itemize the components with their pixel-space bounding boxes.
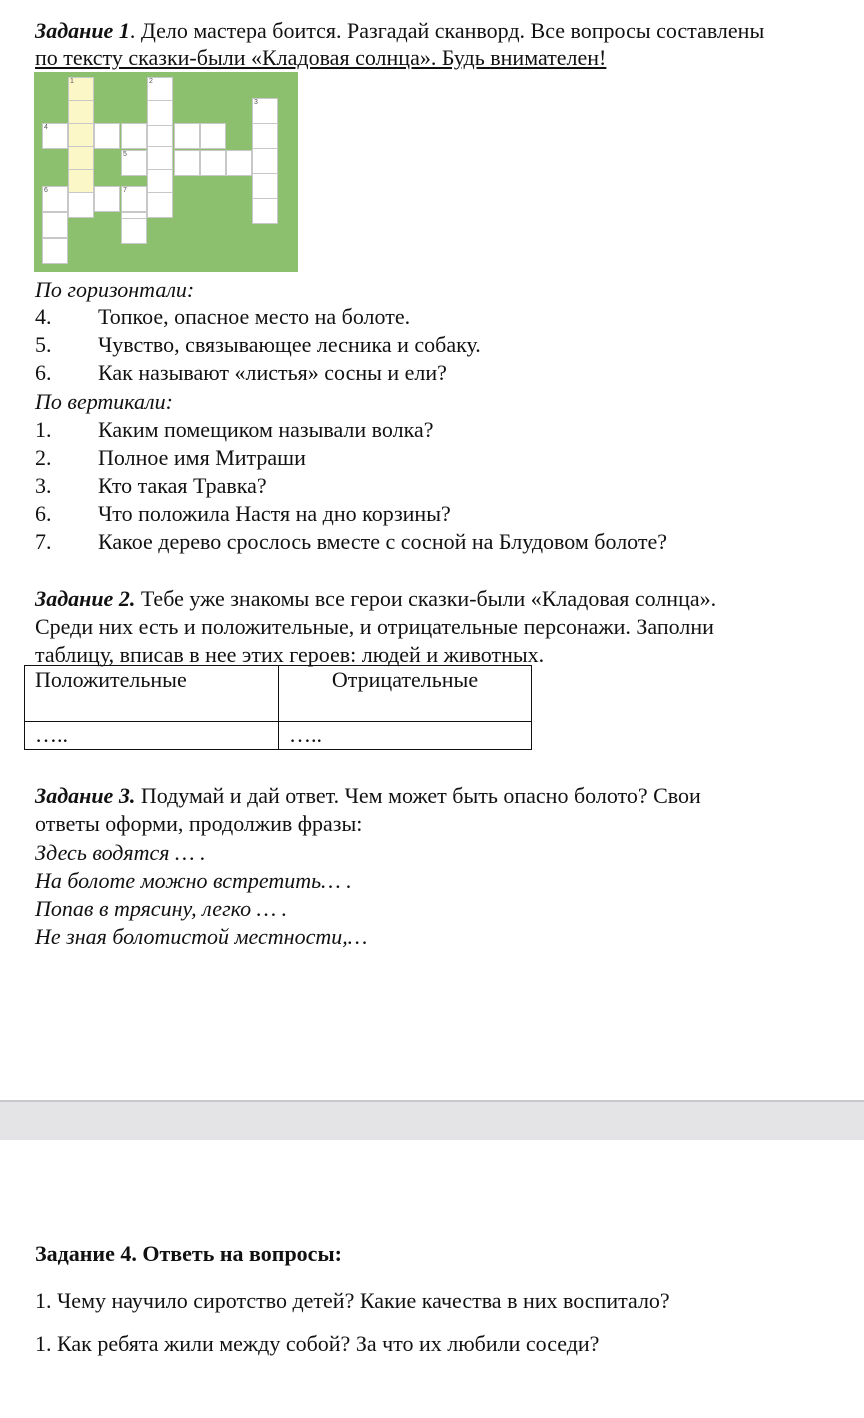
crossword-number: 5 — [123, 151, 127, 158]
heroes-table — [24, 665, 532, 750]
task1-intro-line2: по тексту сказки-были «Кладовая солнца». Будь внимателен! — [35, 45, 607, 70]
crossword-cell[interactable] — [42, 186, 68, 212]
negative-header: Отрицательные — [279, 666, 532, 722]
task2-intro-line3: таблицу, вписав в нее этих героев: людей и животных. — [35, 642, 545, 667]
task4-question: 1. Как ребята жили между собой? За что их любили соседи? — [35, 1331, 600, 1356]
table-header-row — [25, 666, 532, 722]
task1-intro-line1 — [35, 17, 764, 45]
crossword-number: 4 — [44, 124, 48, 131]
crossword-cell[interactable] — [68, 192, 94, 218]
crossword-cell[interactable] — [42, 123, 68, 149]
crossword-number: 2 — [149, 78, 153, 85]
crossword-cell[interactable] — [226, 150, 252, 176]
crossword-number: 3 — [254, 99, 258, 106]
task1-line1-text: . Дело мастера боится. Разгадай сканворд. Все вопросы составлены — [129, 18, 765, 43]
item-number: 7. — [35, 529, 52, 554]
item-text: Чувство, связывающее лесника и собаку. — [98, 332, 481, 357]
item-text: Кто такая Травка? — [98, 473, 267, 498]
item-number: 2. — [35, 445, 52, 470]
across-item — [35, 359, 447, 387]
task4-question: 1. Чему научило сиротство детей? Какие качества в них воспитало? — [35, 1288, 670, 1313]
down-item — [35, 528, 667, 556]
task2-intro-line2: Среди них есть и положительные, и отрицательные персонажи. Заполни — [35, 614, 714, 639]
down-item — [35, 444, 306, 472]
down-item — [35, 472, 267, 500]
task3-phrase: Здесь водятся … . — [35, 840, 206, 865]
item-text: Полное имя Митраши — [98, 445, 306, 470]
negative-cell[interactable]: ….. — [279, 722, 532, 750]
across-title: По горизонтали: — [35, 277, 195, 302]
task3-phrase: На болоте можно встретить… . — [35, 868, 352, 893]
positive-header: Положительные — [25, 666, 279, 722]
down-title: По вертикали: — [35, 389, 173, 414]
item-text: Как называют «листья» сосны и ели? — [98, 360, 447, 385]
crossword-cell[interactable] — [121, 186, 147, 212]
crossword-cell[interactable] — [174, 150, 200, 176]
task3-phrase: Попав в трясину, легко … . — [35, 896, 288, 921]
task2-heading: Задание 2. — [35, 586, 136, 611]
crossword-cell[interactable] — [252, 148, 278, 174]
task3-heading: Задание 3. — [35, 783, 136, 808]
task3-intro-line1 — [35, 782, 701, 810]
item-number: 4. — [35, 304, 52, 329]
crossword-cell[interactable] — [94, 186, 120, 212]
crossword-cell[interactable] — [121, 123, 147, 149]
across-item — [35, 303, 410, 331]
crossword-number: 6 — [44, 187, 48, 194]
item-number: 6. — [35, 501, 52, 526]
crossword-cell[interactable] — [174, 123, 200, 149]
item-text: Что положила Настя на дно корзины? — [98, 501, 451, 526]
crossword-cell[interactable] — [121, 150, 147, 176]
task2-line1-text: Тебе уже знакомы все герои сказки-были «Кладовая солнца». — [135, 586, 717, 611]
task1-heading: Задание 1 — [35, 18, 130, 43]
crossword-grid — [34, 72, 298, 272]
crossword-cell[interactable] — [252, 173, 278, 199]
positive-cell[interactable]: ….. — [25, 722, 279, 750]
crossword-number: 1 — [70, 78, 74, 85]
item-number: 3. — [35, 473, 52, 498]
crossword-number: 7 — [123, 187, 127, 194]
crossword-cell[interactable] — [200, 123, 226, 149]
task2-intro-line1 — [35, 585, 716, 613]
item-text: Какое дерево срослось вместе с сосной на Блудовом болоте? — [98, 529, 668, 554]
item-text: Каким помещиком называли волка? — [98, 417, 434, 442]
down-item — [35, 500, 451, 528]
crossword-cell[interactable] — [252, 198, 278, 224]
page-divider — [0, 1100, 864, 1140]
item-number: 1. — [35, 417, 52, 442]
item-number: 6. — [35, 360, 52, 385]
task3-phrase: Не зная болотистой местности,… — [35, 924, 368, 949]
task4-heading: Задание 4. Ответь на вопросы: — [35, 1241, 342, 1266]
crossword-cell[interactable] — [94, 123, 120, 149]
down-item — [35, 416, 434, 444]
table-row — [25, 722, 532, 750]
task3-intro-line2: ответы оформи, продолжив фразы: — [35, 811, 363, 836]
crossword-cell[interactable] — [252, 123, 278, 149]
crossword-cell[interactable] — [42, 238, 68, 264]
crossword-cell[interactable] — [147, 100, 173, 126]
crossword-cell[interactable] — [42, 212, 68, 238]
crossword-cell[interactable] — [252, 98, 278, 124]
crossword-cell[interactable] — [147, 192, 173, 218]
across-item — [35, 331, 481, 359]
item-number: 5. — [35, 332, 52, 357]
item-text: Топкое, опасное место на болоте. — [98, 304, 411, 329]
crossword-cell[interactable] — [200, 150, 226, 176]
crossword-cell[interactable] — [121, 218, 147, 244]
task3-line1-text: Подумай и дай ответ. Чем может быть опасно болото? Свои — [135, 783, 701, 808]
